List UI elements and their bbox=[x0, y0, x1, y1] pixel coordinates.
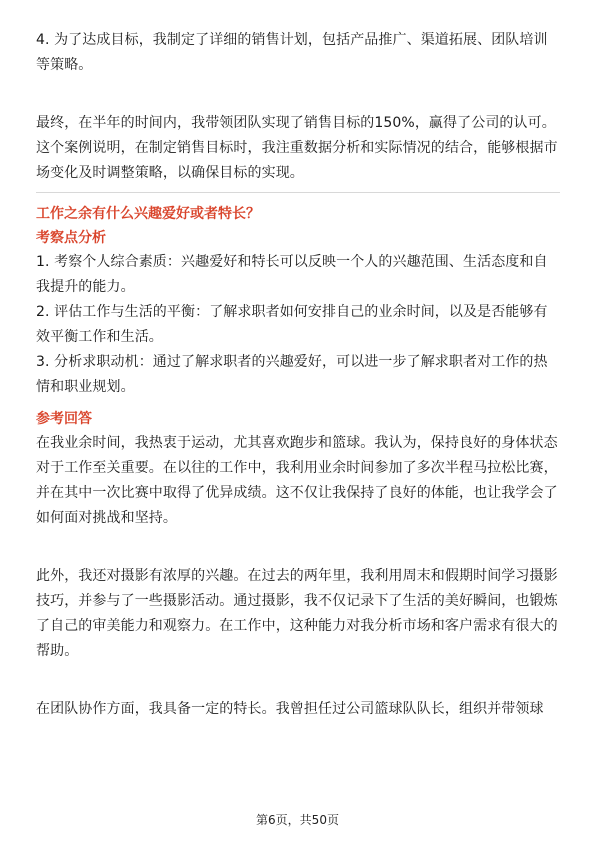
page-number: 第6页，共50页 bbox=[256, 813, 339, 827]
answer-paragraph-1: 在我业余时间，我热衷于运动，尤其喜欢跑步和篮球。我认为，保持良好的身体状态对于工作至关重要。在以往的工作中，我利用业余时间参加了多次半程马拉松比赛，并在其中一次比赛中取得了优异成绩。这不仅让我保持了良好的体能，也让我学会了如何面对挑战和坚持。 bbox=[36, 435, 558, 526]
section-divider bbox=[36, 192, 560, 193]
answer-paragraph-3: 在团队协作方面，我具备一定的特长。我曾担任过公司篮球队队长，组织并带领球 bbox=[36, 701, 544, 717]
prev-answer-item-4: 4. 为了达成目标，我制定了详细的销售计划，包括产品推广、渠道拓展、团队培训等策略。 bbox=[36, 32, 548, 73]
spacer bbox=[36, 531, 560, 556]
spacer bbox=[36, 664, 560, 689]
spacer bbox=[36, 556, 560, 564]
answer-heading: 参考回答 bbox=[36, 411, 92, 427]
analysis-item-1: 1. 考察个人综合素质：兴趣爱好和特长可以反映一个人的兴趣范围、生活态度和自我提升的能力。 bbox=[36, 254, 548, 295]
spacer bbox=[36, 400, 560, 408]
document-page bbox=[36, 28, 560, 722]
prev-answer-conclusion: 最终，在半年的时间内，我带领团队实现了销售目标的150%，赢得了公司的认可。这个案例说明，在制定销售目标时，我注重数据分析和实际情况的结合，能够根据市场变化及时调整策略，以确保目标的实现。 bbox=[36, 115, 558, 181]
analysis-item-2: 2. 评估工作与生活的平衡：了解求职者如何安排自己的业余时间，以及是否能够有效平衡工作和生活。 bbox=[36, 304, 548, 345]
spacer bbox=[36, 78, 560, 103]
analysis-item-3: 3. 分析求职动机：通过了解求职者的兴趣爱好，可以进一步了解求职者对工作的热情和职业规划。 bbox=[36, 354, 548, 395]
analysis-heading: 考察点分析 bbox=[36, 230, 106, 246]
question-title: 工作之余有什么兴趣爱好或者特长？ bbox=[36, 206, 260, 222]
answer-paragraph-2: 此外，我还对摄影有浓厚的兴趣。在过去的两年里，我利用周末和假期时间学习摄影技巧，并参与了一些摄影活动。通过摄影，我不仅记录下了生活的美好瞬间，也锻炼了自己的审美能力和观察力。在工作中，这种能力对我分析市场和客户需求有很大的帮助。 bbox=[36, 568, 558, 659]
spacer bbox=[36, 103, 560, 111]
spacer bbox=[36, 689, 560, 697]
